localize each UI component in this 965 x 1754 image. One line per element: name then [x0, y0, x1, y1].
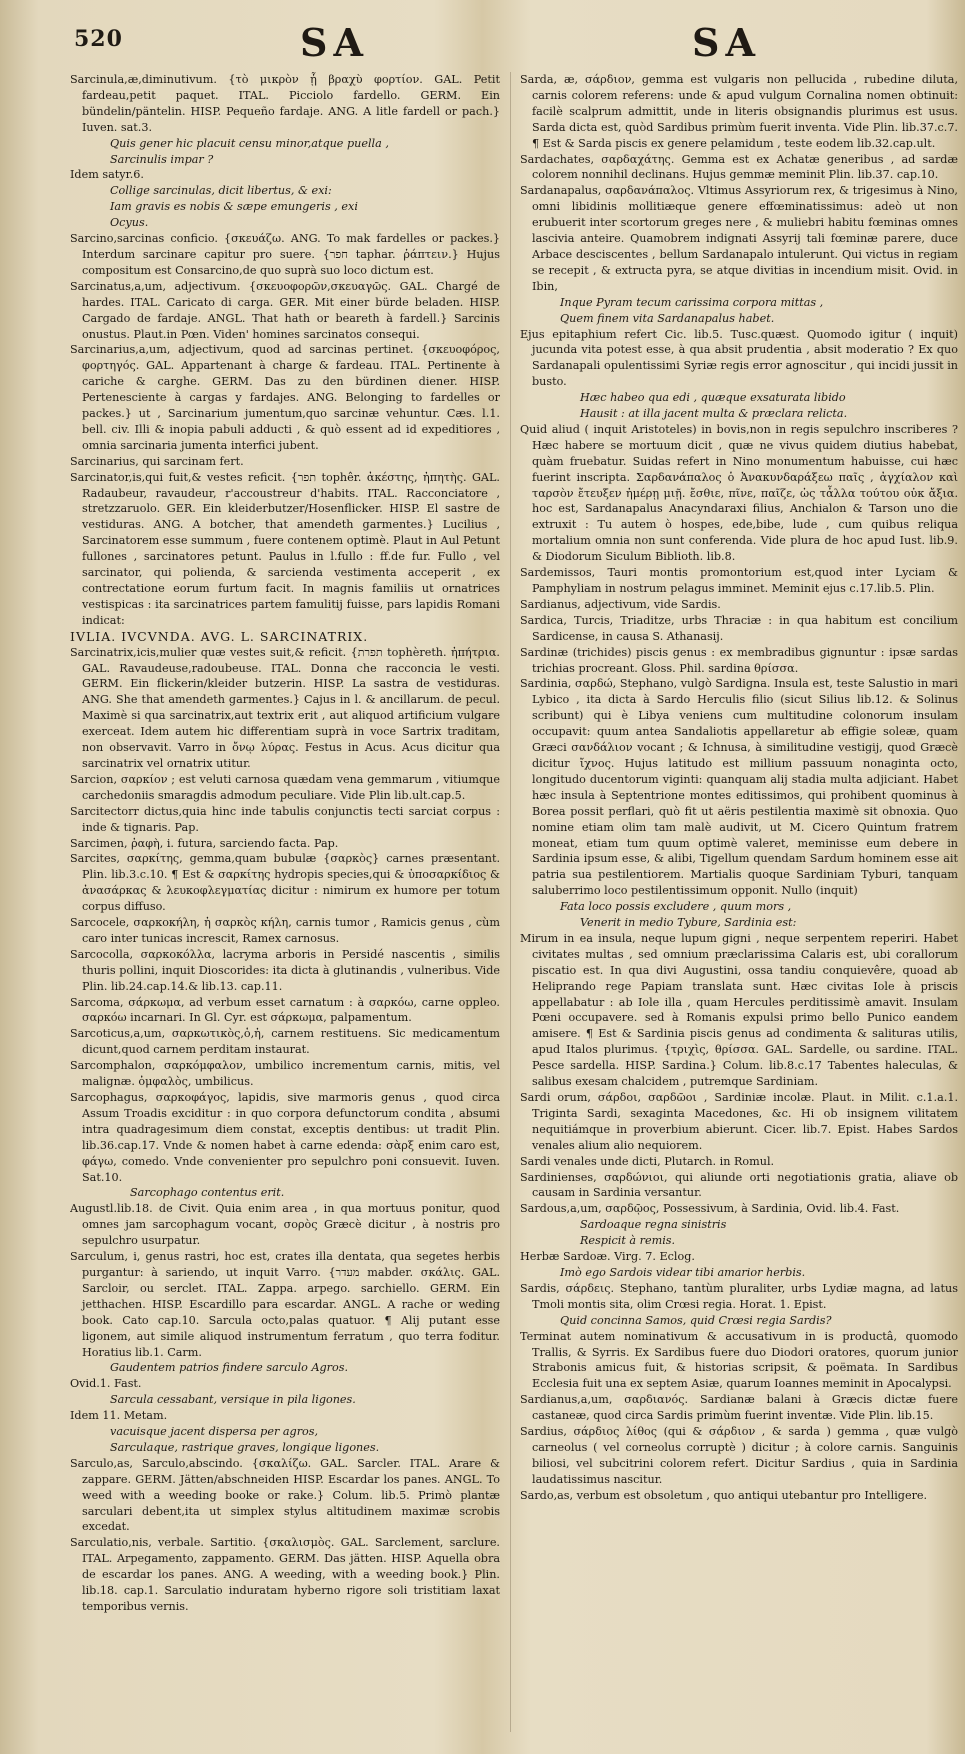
- verse-quotation: Hæc habeo qua edi , quæque exsaturata libido: [580, 391, 846, 405]
- verse-quotation: Imò ego Sardois videar tibi amarior herbis.: [560, 1265, 806, 1279]
- dictionary-entry: Sardo,as, verbum est obsoletum , quo antiqui utebantur pro Intelligere.: [520, 1488, 928, 1502]
- dictionary-entry: Sarcimen, ῥαφὴ, i. futura, sarciendo facta. Pap.: [70, 836, 339, 850]
- verse-quotation: Hausit : at illa jacent multa & præclara relicta.: [580, 407, 848, 421]
- dictionary-entry: Sardi venales unde dicti, Plutarch. in Romul.: [520, 1154, 775, 1168]
- dictionary-entry: Sarcinarius, qui sarcinam fert.: [70, 454, 244, 468]
- left-column: [70, 72, 500, 1740]
- dictionary-entry: Sarculo,as, Sarculo,abscindo. {σκαλίζω. GAL. Sarcler. ITAL. Arare & zappare. GERM. Jätten/abschneiden HISP. Escardar los panes. ANGL. To weed with a weeding booke or rake.} Colum. lib.5. Primò plantæ sarculari debent,ita ut simplex stylus altitudinem maximæ scrobis excedat.: [70, 1456, 500, 1534]
- dictionary-entry: Sarcitectorr dictus,quia hinc inde tabulis conjunctis tecti sarciat corpus : inde & tignaris. Pap.: [70, 804, 500, 834]
- dictionary-entry: Sarcinatus,a,um, adjectivum. {σκευοφορῶν,σκευαγῶς. GAL. Chargé de hardes. ITAL. Caricato di carga. GER. Mit einer bürde beladen. HISP. Cargado de fardaje. ANGL. That hath or beareth à fardell.} Sarcinis onustus. Plaut.in Pœn. Viden' homines sarcinatos consequi.: [70, 279, 500, 341]
- citation-line: Idem satyr.6.: [70, 168, 144, 182]
- dictionary-entry: Sarcion, σαρκίον ; est veluti carnosa quædam vena gemmarum , vitiumque carchedoniis smaragdis admodum peculiare. Vide Plin lib.ult.cap.5.: [70, 772, 500, 802]
- verse-quotation: Sarcinulis impar ?: [110, 152, 214, 166]
- verse-quotation: Gaudentem patrios findere sarculo Agros.: [110, 1361, 349, 1375]
- dictionary-entry: Sardous,a,um, σαρδῷος, Possessivum, à Sardinia, Ovid. lib.4. Fast.: [520, 1202, 900, 1216]
- verse-quotation: Sardoaque regna sinistris: [580, 1218, 727, 1232]
- verse-quotation: Iam gravis es nobis & sæpe emungeris , exi: [110, 200, 358, 214]
- verse-quotation: Quem finem vita Sardanapalus habet.: [560, 311, 775, 325]
- dictionary-entry: Sardinienses, σαρδώνιοι, qui aliunde orti negotiationis gratia, aliave ob causam in Sardinia versantur.: [520, 1170, 958, 1200]
- verse-quotation: Venerit in medio Tybure, Sardinia est:: [580, 916, 797, 930]
- verse-quotation: Ocyus.: [110, 216, 149, 230]
- verse-quotation: Respicit à remis.: [580, 1234, 676, 1248]
- guide-word-right: SA: [692, 20, 761, 65]
- dictionary-entry: Sardis, σάρδεις. Stephano, tantùm pluraliter, urbs Lydiæ magna, ad latus Tmoli montis sita, olim Crœsi regia. Horat. 1. Epist.: [520, 1281, 958, 1311]
- dictionary-entry: Ejus epitaphium refert Cic. lib.5. Tusc.quæst. Quomodo igitur ( inquit) jucunda vita potest esse, à qua absit prudentia , absit moderatio ? Ex quo Sardanapali opulentissimi Syriæ regis error agnoscitur , qui incidi jussit in busto.: [520, 327, 958, 389]
- dictionary-entry: Sarcocele, σαρκοκήλη, ἡ σαρκὸς κήλη, carnis tumor , Ramicis genus , cùm caro inter tunicas increscit, Ramex carnosus.: [70, 916, 500, 945]
- page-number: 520: [74, 26, 123, 52]
- dictionary-entry: Sarcinarius,a,um, adjectivum, quod ad sarcinas pertinet. {σκευοφόρος, φορτηγός. GAL. Appartenant à charge & fardeau. ITAL. Pertinente à cariche & carghe. GERM. Das zu den bürdinen diener. HISP. Pertenesciente à cargas y fardajes. ANG. Belonging to fardelles or packes.} ut , Sarcinarium jumentum,quo sarcinæ vehuntur. Cæs. l.1. bell. civ. Illi & inopia pabuli adducti , & quò essent ad id expeditiores , omnia sarcinaria jumenta interfici jubent.: [70, 343, 500, 452]
- dictionary-entry: Sardius, σάρδιος λίθος (qui & σάρδιον , & sarda ) gemma , quæ vulgò carneolus ( vel corneolus corruptè ) dicitur ; à colore carnis. Sanguinis biliosi, vel subcitrini colorem refert. Dicitur Sardius , quia in Sardinia laudatissimus nascitur.: [520, 1425, 958, 1486]
- dictionary-entry: Sarcino,sarcinas conficio. {σκευάζω. ANG. To mak fardelles or packes.} Interdum sarcinare capitur pro suere. {חפר taphar. ῥάπτειν.} Hujus compositum est Consarcino,de quo suprà suo loco dictum est.: [70, 232, 500, 277]
- dictionary-entry: Sarcinator,is,qui fuit,& vestes reficit. {תפר tophêr. ἀκέστης, ἠπητὴς. GAL. Radaubeur, ravaudeur, r'accoustreur d'habits. ITAL. Racconciatore , stretzzaruolo. GER. Ein kleiderbutzer/Hosenflicker. HISP. El sastre de vestiduras. ANG. A botcher, that amendeth garmentes.} Lucilius , Sarcinatorem esse summum , fuere contenem optimè. Plaut in Aul Petunt fullones , sarcinatores petunt. Paulus in l.fullo : ff.de fur. Fullo , vel sarcinator, qui polienda, & sarcienda vestimenta acceperit , ex contrectatione eorum furtum facit. In magnis familiis ut ornatrices vestispicas : ita sarcinatrices partem famulitij fuisse, pars lapidis Romani indicat:: [70, 470, 500, 627]
- dictionary-entry: Sardinia, σαρδώ, Stephano, vulgò Sardigna. Insula est, teste Salustio in mari Lybico , ita dicta à Sardo Herculis filio (sicut Silius lib.12. & Solinus scribunt) qui è Libya veniens cum multitudine colonorum insulam occupavit: quum antea Sandaliotis appellaretur ab effigie soleæ, quam Græci σανδάλιον vocant ; & Ichnusa, à similitudine vestigij, quod Græcè dicitur ἴχνος. Hujus latitudo est millium passuum nonaginta octo, longitudo ducentorum viginti: quanquam alij stadia multa adjiciant. Habet hæc insula à Septentrione montes editissimos, qui prohibent quominus à Borea possit perflari, quò fit ut aëris pestilentia maximè sit obnoxia. Quo nomine etiam olim tam malè audivit, ut M. Cicero Quintum fratrem moneat, etiam tum quum optimè valeret, meminisse eum debere in Sardinia ipsum esse, & alibi, Tigellum quendam Sardum hominem esse ait patria sua pestilentiorem. Martialis quoque Sardiniam Tyburi, tanquam saluberrimo loco pestilentissimum opponit. Nullo (inquit): [520, 677, 958, 898]
- dictionary-entry: Sarda, æ, σάρδιον, gemma est vulgaris non pellucida , rubedine diluta, carnis colorem referens: unde & apud vulgum Cornalina nomen obtinuit: facilè scalprum admittit, unde in literis obsignandis plurimus est usus. Sarda dicta est, quòd Sardibus primùm fuerit inventa. Vide Plin. lib.37.c.7. ¶ Est & Sarda piscis ex genere pelamidum , teste eodem lib.32.cap.ult.: [520, 73, 958, 150]
- dictionary-entry: Augustl.lib.18. de Civit. Quia enim area , in qua mortuus ponitur, quod omnes jam sarcophagum vocant, σορὸς Græcè dicitur , à nostris pro sepulchro usurpatur.: [70, 1202, 500, 1248]
- dictionary-entry: Sarculatio,nis, verbale. Sartitio. {σκαλισμὸς. GAL. Sarclement, sarclure. ITAL. Arpegamento, zappamento. GERM. Das jätten. HISP. Aquella obra de escardar los panes. ANG. A weeding, with a weeding book.} Plin. lib.18. cap.1. Sarculatio induratam hyberno rigore soli tristitiam laxat temporibus vernis.: [70, 1536, 500, 1613]
- dictionary-entry: Sarcoma, σάρκωμα, ad verbum esset carnatum : à σαρκόω, carne oppleo. σαρκόω incarnari. In Gl. Cyr. est σάρκωμα, palpamentum.: [70, 995, 500, 1025]
- verse-quotation: Sarcula cessabant, versique in pila ligones.: [110, 1393, 356, 1407]
- dictionary-entry: Sarcinula,æ,diminutivum. {τὸ μικρὸν ᾗ βραχὺ φορτίον. GAL. Petit fardeau,petit paquet. ITAL. Picciolo fardello. GERM. Ein bündelin/päntelin. HISP. Pequeño fardaje. ANG. A litle fardell or pach.} Iuven. sat.3.: [70, 73, 500, 134]
- verse-quotation: Sarculaque, rastrique graves, longique ligones.: [110, 1440, 380, 1454]
- dictionary-entry: Sardi orum, σάρδοι, σαρδῶοι , Sardiniæ incolæ. Plaut. in Milit. c.1.a.1. Triginta Sardi, sexaginta Macedones, &c. Hi ob insignem vilitatem nequitiámque in proverbium abierunt. Cicer. lib.7. Epist. Habes Sardos venales alium alio nequiorem.: [520, 1091, 958, 1152]
- dictionary-entry: Terminat autem nominativum & accusativum in is productâ, quomodo Trallis, & Syrris. Ex Sardibus fuere duo Diodori oratores, quorum junior Strabonis amicus fuit, & historias scripsit, & poëmata. In Sardibus Ecclesia fuit una ex septem Asiæ, quarum Ioannes meminit in Apocalypsi.: [520, 1329, 958, 1391]
- inscription-line: IVLIA. IVCVNDA. AVG. L. SARCINATRIX.: [70, 628, 369, 644]
- dictionary-entry: Sardianus,a,um, σαρδιανός. Sardianæ balani à Græcis dictæ fuere castaneæ, quod circa Sardis primùm fuerint inventæ. Vide Plin. lib.15.: [520, 1393, 958, 1423]
- dictionary-entry: Mirum in ea insula, neque lupum gigni , neque serpentem reperiri. Habet civitates multas , sed omnium præclarissima Calaris est, ubi corallorum piscatio est. In qua divi Augustini, ossa tandiu conquievêre, quoad ab Heliprando rege Papiam translata sunt. Hæc civitas Iole à priscis appellabatur : ab Iole illa , quam Hercules perditissimè amavit. Insulam Pœni occupavere. sed à Romanis expulsi primo bello Punico eandem amisere. ¶ Est & Sardinia piscis genus ad condimenta & salituras utilis, apud Italos plurimus. {τριχὶς, θρίσσα. GAL. Sardelle, ou sardine. ITAL. Pesce sardella. HISP. Sardina.} Colum. lib.8.c.17 Tabentes haleculas, & salibus exesam chalcidem , putremque Sardiniam.: [520, 931, 958, 1089]
- citation-line: Idem 11. Metam.: [70, 1409, 168, 1423]
- citation-line: Ovid.1. Fast.: [70, 1377, 142, 1391]
- page-header: [0, 18, 965, 68]
- verse-quotation: Fata loco possis excludere , quum mors ,: [560, 900, 792, 914]
- dictionary-entry: Sardianus, adjectivum, vide Sardis.: [520, 597, 721, 611]
- verse-quotation: Collige sarcinulas, dicit libertus, & exi:: [110, 184, 332, 198]
- dictionary-entry: Sarcomphalon, σαρκόμφαλον, umbilico incrementum carnis, mitis, vel malignæ. ὀμφαλὸς, umbilicus.: [70, 1059, 500, 1089]
- column-divider: [510, 72, 511, 1732]
- dictionary-entry: Sardachates, σαρδαχάτης. Gemma est ex Achatæ generibus , ad sardæ colorem nonnihil declinans. Hujus gemmæ meminit Plin. lib.37. cap.10.: [520, 152, 958, 182]
- dictionary-entry: Sarcocolla, σαρκοκόλλα, lacryma arboris in Persidé nascentis , similis thuris pollini, inquit Dioscorides: ita dicta à glutinandis , vulneribus. Vide Plin. lib.24.cap.14.& lib.13. cap.11.: [70, 947, 500, 993]
- verse-quotation: vacuisque jacent dispersa per agros,: [110, 1425, 319, 1439]
- dictionary-entry: Sardica, Turcis, Triaditze, urbs Thraciæ : in qua habitum est concilium Sardicense, in causa S. Athanasij.: [520, 613, 958, 643]
- dictionary-entry: Sarcinatrix,icis,mulier quæ vestes suit,& reficit. {תפרת tophèreth. ἠπήτρια. GAL. Ravaudeuse,radoubeuse. ITAL. Donna che racconcia le vesti. GERM. Ein flickerin/kleider butzerin. HISP. La sastra de vestiduras. ANG. She that amendeth garmentes.} Cajus in l. & ancillarum. de pecul. Maximè si qua sarcinatrix,aut textrix erit , aut aliquod artificium vulgare exerceat. Idem autem hic differentiam suprà in voce Sartrix traditam, non observavit. Varro in ὄνῳ λύρας. Festus in Acus. Acus dicitur qua sarcinatrix vel ornatrix utitur.: [70, 645, 500, 770]
- verse-quotation: Quid concinna Samos, quid Crœsi regia Sardis?: [560, 1313, 832, 1327]
- guide-word-left: SA: [300, 20, 369, 65]
- dictionary-entry: Sarcites, σαρκίτης, gemma,quam bubulæ {σαρκὸς} carnes præsentant. Plin. lib.3.c.10. ¶ Est & σαρκίτης hydropis species,qui & ὑποσαρκίδιος & ἀνασάρκας & λευκοφλεγματίας dicitur : nimirum ex humore per totum corpus diffuso.: [70, 852, 500, 914]
- dictionary-entry: Sardinæ (trichides) piscis genus : ex membradibus gignuntur : ipsæ sardas trichias procreant. Gloss. Phil. sardina θρίσσα.: [520, 645, 958, 675]
- dictionary-entry: Sarculum, i, genus rastri, hoc est, crates illa dentata, qua segetes herbis purgantur: à sariendo, ut inquit Varro. {מעדר mabder. σκάλις. GAL. Sarcloir, ou serclet. ITAL. Zappa. arpego. sarchiello. GERM. Ein jetthachen. HISP. Escardillo para escardar. ANGL. A rache or weding book. Cato cap.10. Sarcula octo,palas quatuor. ¶ Alij putant esse ligonem, aut simile aliquod instrumentum ferratum , quo terra foditur. Horatius lib.1. Carm.: [70, 1250, 500, 1359]
- dictionary-entry: Sardanapalus, σαρδανάπαλος. Vltimus Assyriorum rex, & trigesimus à Nino, omni libidinis mollitiæque genere effœminatissimus: adeò ut non erubuerit inter scortorum greges nere , & muliebri habitu fœminas omnes lascivia anteire. Quamobrem indignati Assyrij tali fœminæ parere, duce Arbace desciscentes , bellum Sardanapalo intulerunt. Qui victus in regiam se recepit , & extructa pyra, se atque divitias in incendium misit. Ovid. in Ibin,: [520, 184, 958, 293]
- verse-quotation: Inque Pyram tecum carissima corpora mittas ,: [560, 295, 824, 309]
- citation-line: Herbæ Sardoæ. Virg. 7. Eclog.: [520, 1250, 695, 1264]
- dictionary-entry: Quid aliud ( inquit Aristoteles) in bovis,non in regis sepulchro inscriberes ? Hæc habere se mortuum dicit , quæ ne vivus quidem diutius habebat, quàm fruebatur. Suidas refert in Nino monumentum habuisse, cui hæc fuerint inscripta. Σαρδανάπαλος ὁ Ἀνακυνδαράξεω παῖς , ἀγχίαλον καὶ ταρσὸν ἔτευξεν ἡμέρῃ μιῇ. ἔσθιε, πῖνε, παῖζε, ὡς τἆλλα τούτου οὐκ ἄξια. hoc est, Sardanapalus Anacyndaraxi filius, Anchialon & Tarson uno die extruxit : Tu autem ò hospes, ede,bibe, lude , cum quibus reliqua mortalium omnia non sunt conferenda. Vide plura de hoc apud Iust. lib.9. & Diodorum Siculum Biblioth. lib.8.: [520, 422, 958, 564]
- dictionary-entry: Sarcophagus, σαρκοφάγος, lapidis, sive marmoris genus , quod circa Assum Troadis exciditur : in quo corpora defunctorum condita , absumi intra quadragesimum diem constat, exceptis dentibus: ut tradit Plin. lib.36.cap.17. Vnde & nomen habet à carne edenda: σὰρξ enim caro est, φάγω, comedo. Vnde convenienter pro sepulchro poni consuevit. Iuven. Sat.10.: [70, 1091, 500, 1184]
- verse-quotation: Quis gener hic placuit censu minor,atque puella ,: [110, 136, 389, 150]
- dictionary-entry: Sardemissos, Tauri montis promontorium est,quod inter Lyciam & Pamphyliam in nostrum pelagus imminet. Meminit ejus c.17.lib.5. Plin.: [520, 566, 958, 595]
- verse-quotation: Sarcophago contentus erit.: [130, 1186, 285, 1200]
- right-column: [520, 72, 958, 1740]
- dictionary-entry: Sarcoticus,a,um, σαρκωτικὸς,ὁ,ἡ, carnem restituens. Sic medicamentum dicunt,quod carnem perditam instaurat.: [70, 1027, 500, 1057]
